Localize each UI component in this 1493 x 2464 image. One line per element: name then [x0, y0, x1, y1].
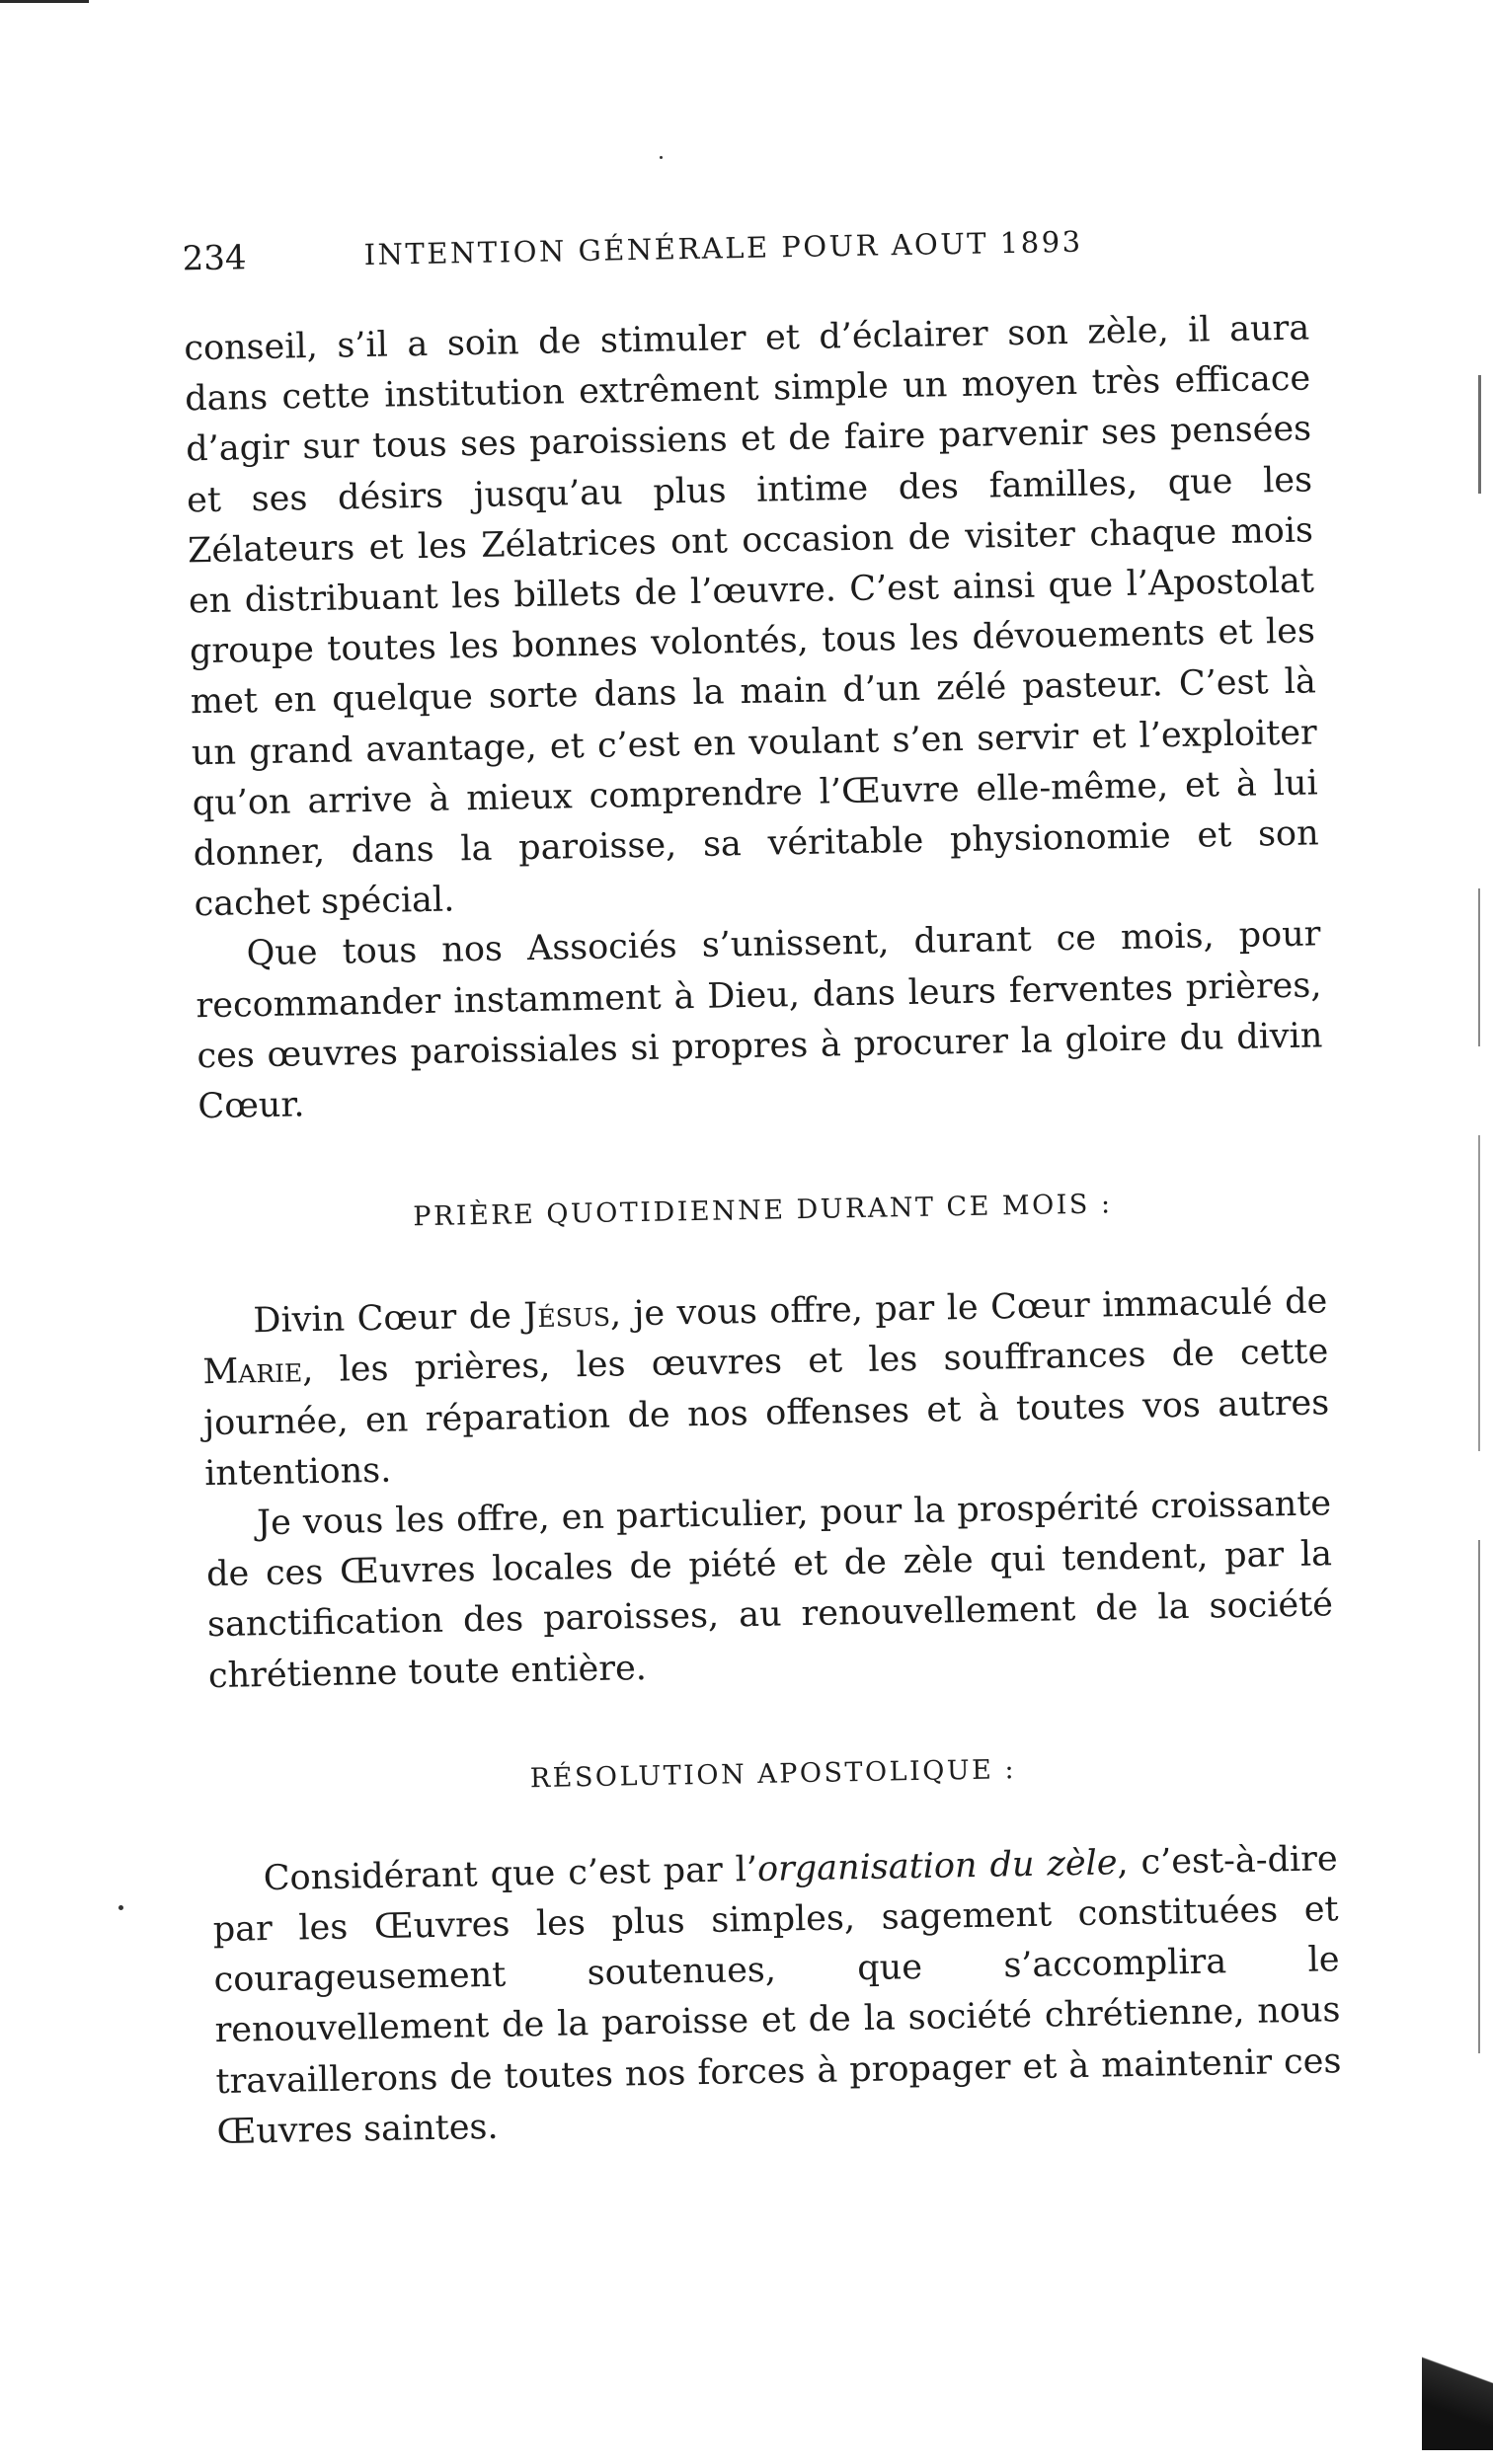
name-marie: Marie	[202, 1350, 303, 1393]
resolution-emphasis: organisation du zèle	[756, 1843, 1118, 1889]
prayer-heading: PRIÈRE QUOTIDIENNE DURANT CE MOIS :	[413, 1189, 1113, 1233]
prayer-text: Divin Cœur de	[253, 1296, 524, 1342]
scan-edge-mark	[0, 0, 89, 3]
name-jesus: Jésus	[522, 1294, 611, 1337]
resolution-text: Considérant que c’est par l’	[263, 1849, 758, 1899]
page-body	[184, 303, 1343, 2158]
running-title: INTENTION GÉNÉRALE POUR AOUT 1893	[363, 224, 1083, 272]
resolution-heading: RÉSOLUTION APOSTOLIQUE :	[529, 1754, 1017, 1795]
prayer-paragraph-1	[201, 1277, 1331, 1501]
running-header	[182, 218, 1308, 288]
resolution-text: , c’est-à-dire par les Œuvres les plus simples, sagement constituées et courageusement soutenues, que s’accomplira le renouvellement de la paroisse et de la société chrétienne, nous travaillerons de toutes nos forces à propager et à maintenir ces Œuvres saintes.	[212, 1839, 1342, 2152]
prayer-text: , je vous offre, par le Cœur immaculé de	[609, 1281, 1328, 1335]
prayer-paragraph-2: Je vous les offre, en particulier, pour la prospérité croissante de ces Œuvres locales de piété et de zèle qui tendent, par la sanctification des paroisses, au renouvellement de la société chrétienne toute entière.	[205, 1484, 1334, 1696]
prayer-text: , les prières, les œuvres et les souffrances de cette journée, en réparation de nos offenses et à toutes vos autres intentions.	[202, 1332, 1330, 1495]
resolution-paragraph	[211, 1834, 1342, 2158]
paragraph-associates: Que tous nos Associés s’unissent, durant ce mois, pour recommander instamment à Dieu, dans leurs ferventes prières, ces œuvres paroissiales si propres à procurer la gloire du divin Cœur.	[196, 914, 1323, 1127]
page-number: 234	[182, 238, 247, 279]
paragraph-continued: conseil, s’il a soin de stimuler et d’éclairer son zèle, il aura dans cette institution extrêment simple un moyen très efficace d’agir sur tous ses paroissiens et de faire parvenir ses pensées et ses désirs jusqu’au plus intime des familles, que les Zélateurs et les Zélatrices ont occasion de visiter chaque mois en distribuant les billets de l’œuvre. C’est ainsi que l’Apostolat groupe toutes les bonnes volontés, tous les dévouements et les met en quelque sorte dans la main d’un zélé pasteur. C’est là un grand avantage, et c’est en voulant s’en servir et l’exploiter qu’on arrive à mieux comprendre l’Œuvre elle-même, et à lui donner, dans la paroisse, sa véritable physionomie et son cachet spécial.	[184, 308, 1319, 925]
